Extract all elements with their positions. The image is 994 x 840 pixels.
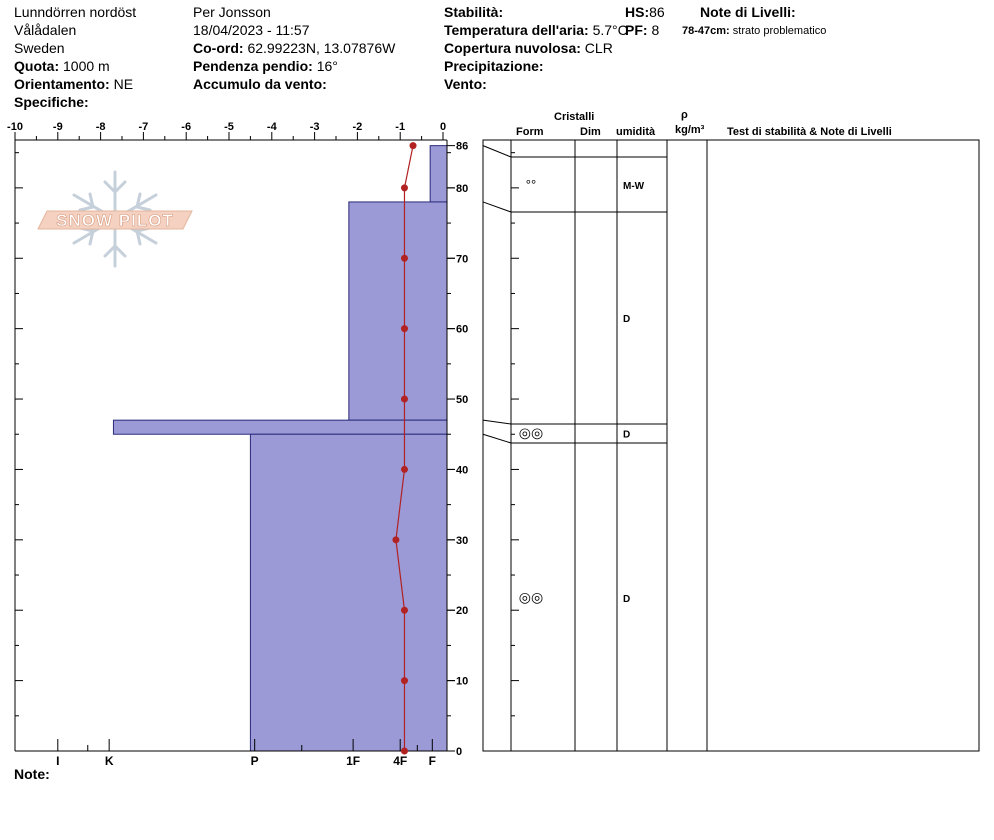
temp-tick-label: -7 <box>138 121 149 133</box>
moisture-value: M-W <box>623 181 645 192</box>
observation-datetime: 18/04/2023 - 11:57 <box>193 22 310 38</box>
region-name: Vålådalen <box>14 22 77 38</box>
precip-label: Precipitazione: <box>444 58 544 74</box>
temperature-point <box>401 748 408 755</box>
moisture-value: D <box>623 429 631 441</box>
air-temp-label: Temperatura dell'aria: <box>444 22 589 38</box>
hs-label: HS: <box>625 4 650 20</box>
air-temp-value: 5.7°C <box>592 22 628 38</box>
moisture-value: D <box>623 594 631 605</box>
cloud-value: CLR <box>584 40 613 56</box>
crystal-form-symbol: ◎◎ <box>518 589 544 605</box>
height-tick-label: 40 <box>456 464 469 477</box>
height-tick-label: 70 <box>456 253 469 266</box>
height-tick-label: 60 <box>456 323 469 336</box>
layer-note-text: strato problematico <box>732 25 827 37</box>
height-tick-label: 86 <box>456 140 469 153</box>
temperature-point <box>401 396 408 403</box>
layer-notes-label: Note di Livelli: <box>700 4 796 20</box>
hardness-tick-label: I <box>56 754 60 768</box>
layer-connector <box>483 420 511 424</box>
temp-tick-label: -2 <box>352 121 363 133</box>
density-symbol: ρ <box>681 109 688 121</box>
coord-label: Co-ord: <box>193 40 244 56</box>
wind-label: Vento: <box>444 76 487 92</box>
elevation-label: Quota: <box>14 58 60 74</box>
tests-header: Test di stabilità & Note di Livelli <box>727 126 892 138</box>
observer-name: Per Jonsson <box>193 4 271 20</box>
height-tick-label: 10 <box>456 675 469 688</box>
snow-pilot-logo <box>38 172 192 266</box>
layer-table-frame <box>483 140 979 751</box>
temp-tick-label: -6 <box>181 121 192 133</box>
wind-loading-label: Accumulo da vento: <box>193 76 327 92</box>
coord-value: 62.99223N, 13.07876W <box>247 40 396 56</box>
temperature-point <box>401 184 408 191</box>
location-name: Lunndörren nordöst <box>14 4 137 20</box>
hardness-bar <box>250 434 447 751</box>
temperature-point <box>410 142 417 149</box>
moisture-header: umidità <box>616 126 656 138</box>
temperature-point <box>401 325 408 332</box>
cloud-label: Copertura nuvolosa: <box>444 40 581 56</box>
specifics-label: Specifiche: <box>14 94 89 110</box>
slope-label: Pendenza pendio: <box>193 58 313 74</box>
logo-text: SNOW PILOT <box>56 211 174 230</box>
country-name: Sweden <box>14 40 65 56</box>
temp-tick-label: -9 <box>52 121 63 133</box>
hardness-tick-label: 4F <box>393 754 408 768</box>
temp-tick-label: -10 <box>7 121 23 133</box>
moisture-value: D <box>623 314 631 325</box>
pf-label: PF: <box>625 22 648 38</box>
hardness-bar <box>113 420 447 434</box>
temperature-point <box>401 466 408 473</box>
hs-value: 86 <box>649 4 665 20</box>
temperature-point <box>401 677 408 684</box>
temp-tick-label: 0 <box>439 121 447 133</box>
crystals-header: Cristalli <box>554 111 595 123</box>
temperature-point <box>401 607 408 614</box>
stability-label: Stabilità: <box>444 4 504 20</box>
form-header: Form <box>516 126 544 138</box>
temp-tick-label: -1 <box>395 121 406 133</box>
slope-value: 16° <box>316 58 338 74</box>
size-header: Dim <box>580 126 601 138</box>
pf-value: 8 <box>651 22 660 38</box>
aspect-label: Orientamento: <box>14 76 110 92</box>
temp-tick-label: -3 <box>309 121 320 133</box>
crystal-form-symbol: °° <box>525 177 537 192</box>
hardness-bar <box>349 202 447 420</box>
density-unit: kg/m³ <box>675 124 705 136</box>
hardness-tick-label: F <box>428 754 436 768</box>
temp-tick-label: -8 <box>95 121 106 133</box>
hardness-bar <box>430 146 447 202</box>
layer-note-range: 78-47cm: <box>682 25 730 37</box>
height-tick-label: 30 <box>456 534 469 547</box>
temperature-point <box>392 536 399 543</box>
height-tick-label: 50 <box>456 394 469 407</box>
elevation-value: 1000 m <box>63 58 110 74</box>
layer-connector <box>483 202 511 212</box>
height-tick-label: 80 <box>456 182 469 195</box>
layer-connector <box>483 146 511 157</box>
hardness-tick-label: K <box>104 754 114 768</box>
notes-label: Note: <box>14 766 50 782</box>
layer-connector <box>483 434 511 443</box>
temp-tick-label: -5 <box>224 121 234 133</box>
hardness-tick-label: P <box>250 754 259 768</box>
height-tick-label: 0 <box>456 746 463 758</box>
crystal-form-symbol: ◎◎ <box>518 424 544 441</box>
height-tick-label: 20 <box>456 605 469 618</box>
temperature-point <box>401 255 408 262</box>
aspect-value: NE <box>113 76 134 92</box>
hardness-tick-label: 1F <box>346 754 361 768</box>
temp-tick-label: -4 <box>266 121 277 133</box>
